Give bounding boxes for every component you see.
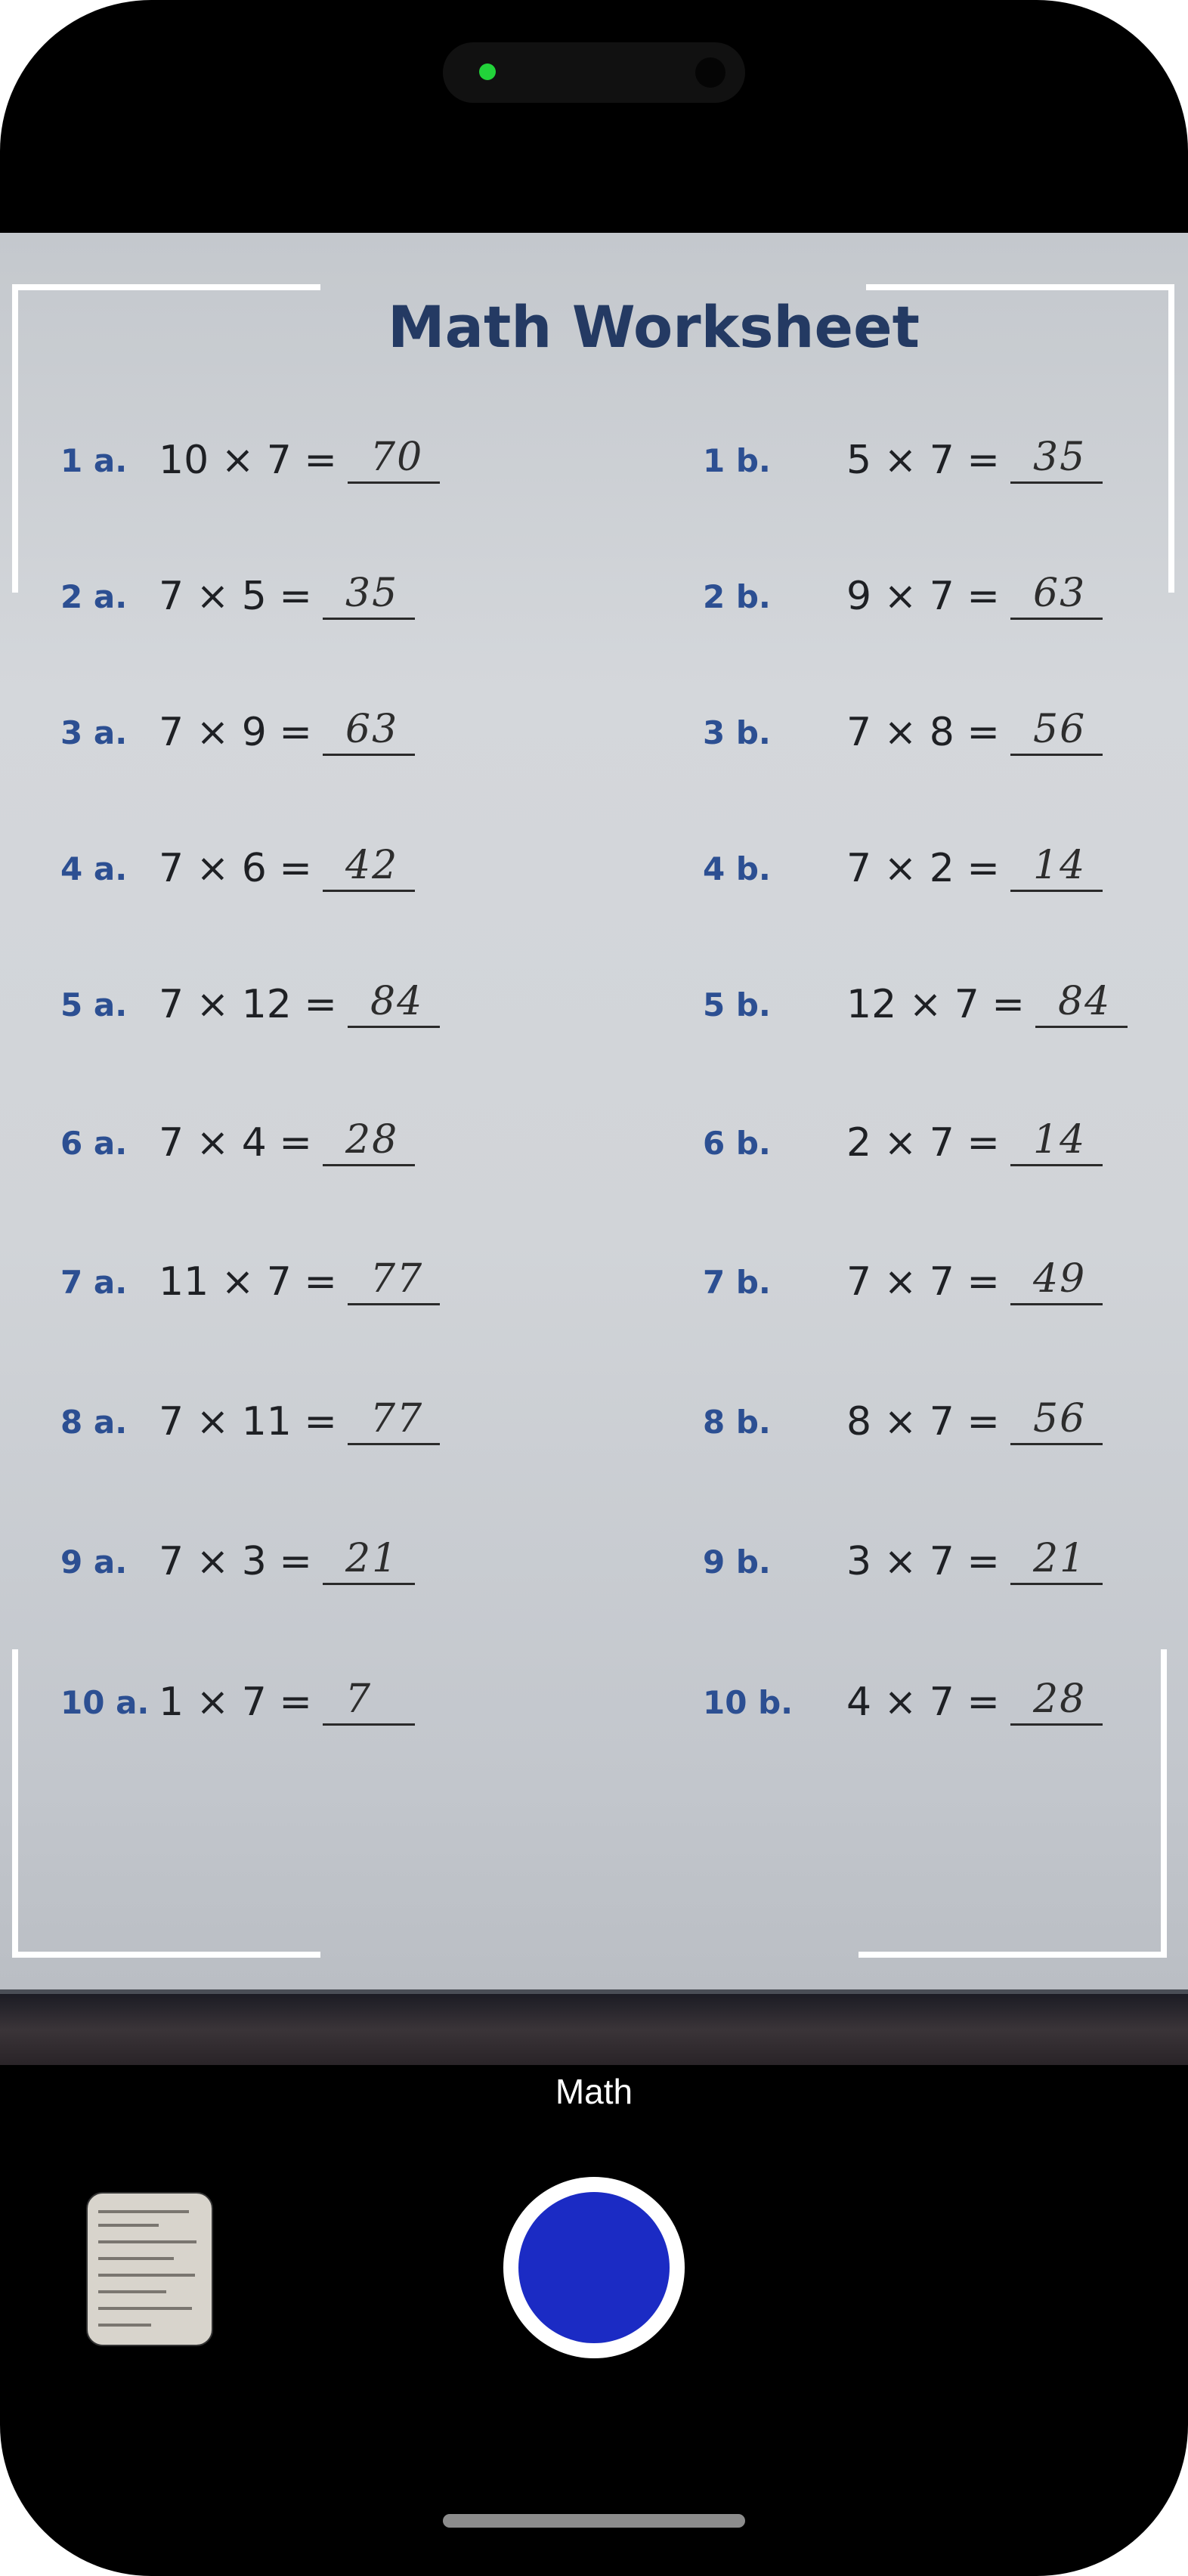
problem-label: 5 a.	[60, 986, 128, 1023]
problem-expression: 12 × 7 =	[846, 982, 1025, 1027]
problem-expression: 1 × 7 =	[159, 1680, 312, 1725]
problem-expression: 7 × 4 =	[159, 1120, 312, 1166]
answer-blank	[1010, 1395, 1103, 1445]
thumbnail-content	[98, 2324, 151, 2327]
problem-expression: 7 × 11 =	[159, 1399, 337, 1444]
shutter-button-icon[interactable]	[518, 2192, 670, 2343]
problem-expression: 4 × 7 =	[846, 1680, 1000, 1725]
answer-blank	[1010, 841, 1103, 892]
problem-expression: 7 × 8 =	[846, 710, 1000, 755]
handwritten-answer: 84	[370, 979, 424, 1024]
problem-label: 10 b.	[703, 1684, 794, 1721]
thumbnail-content	[98, 2257, 174, 2260]
problem-label: 3 a.	[60, 714, 128, 751]
problem-label: 2 b.	[703, 578, 771, 615]
problem-label: 4 a.	[60, 850, 128, 887]
problem-label: 9 a.	[60, 1543, 128, 1581]
camera-active-indicator-icon	[479, 63, 496, 80]
handwritten-answer: 21	[345, 1536, 399, 1581]
problem-expression: 7 × 5 =	[159, 574, 312, 619]
thumbnail-content	[98, 2274, 195, 2277]
problem-item	[0, 1534, 1188, 1602]
problem-item	[0, 1255, 1188, 1323]
handwritten-answer: 7	[345, 1677, 373, 1722]
problem-label: 7 a.	[60, 1264, 128, 1301]
shutter-button[interactable]	[503, 2177, 685, 2358]
last-photo-thumbnail[interactable]	[86, 2192, 213, 2346]
thumbnail-content	[98, 2240, 196, 2243]
handwritten-answer: 63	[345, 707, 399, 752]
problem-item	[0, 705, 1188, 773]
problem-expression: 7 × 6 =	[159, 846, 312, 891]
problem-expression: 5 × 7 =	[846, 438, 1000, 483]
handwritten-answer: 28	[1033, 1677, 1087, 1722]
problem-label: 6 a.	[60, 1125, 128, 1162]
handwritten-answer: 70	[370, 435, 424, 480]
answer-blank	[1010, 1255, 1103, 1305]
handwritten-answer: 56	[1033, 707, 1087, 752]
problem-expression: 2 × 7 =	[846, 1120, 1000, 1166]
scan-frame-corner-bottom-left	[12, 1649, 320, 1958]
worksheet-title: Math Worksheet	[388, 293, 920, 361]
problem-label: 10 a.	[60, 1684, 150, 1721]
problem-label: 8 b.	[703, 1404, 771, 1441]
problem-expression: 7 × 2 =	[846, 846, 1000, 891]
problem-label: 2 a.	[60, 578, 128, 615]
problem-label: 7 b.	[703, 1264, 771, 1301]
problem-label: 8 a.	[60, 1404, 128, 1441]
handwritten-answer: 56	[1033, 1396, 1087, 1441]
problem-label: 1 b.	[703, 442, 771, 479]
problem-expression: 10 × 7 =	[159, 438, 337, 483]
thumbnail-content	[98, 2290, 166, 2293]
desk-surface	[0, 1989, 1188, 2065]
problem-item	[0, 1116, 1188, 1184]
camera-mode-label[interactable]: Math	[555, 2072, 633, 2111]
handwritten-answer: 77	[370, 1256, 424, 1302]
problem-expression: 7 × 12 =	[159, 982, 337, 1027]
handwritten-answer: 14	[1033, 1117, 1087, 1163]
dynamic-island	[443, 42, 745, 103]
front-camera-lens-icon	[695, 57, 725, 88]
problem-item	[0, 1395, 1188, 1463]
problem-label: 5 b.	[703, 986, 771, 1023]
problem-expression: 7 × 7 =	[846, 1259, 1000, 1305]
problem-label: 4 b.	[703, 850, 771, 887]
scan-frame-corner-bottom-right	[859, 1649, 1167, 1958]
problem-label: 9 b.	[703, 1543, 771, 1581]
handwritten-answer: 77	[370, 1396, 424, 1441]
answer-blank	[1010, 705, 1103, 756]
problem-label: 6 b.	[703, 1125, 771, 1162]
problem-expression: 3 × 7 =	[846, 1539, 1000, 1584]
handwritten-answer: 35	[345, 571, 399, 616]
handwritten-answer: 35	[1033, 435, 1087, 480]
thumbnail-content	[98, 2307, 192, 2310]
camera-viewfinder[interactable]	[0, 233, 1188, 2065]
thumbnail-content	[98, 2210, 189, 2213]
handwritten-answer: 21	[1033, 1536, 1087, 1581]
handwritten-answer: 63	[1033, 571, 1087, 616]
handwritten-answer: 28	[345, 1117, 399, 1163]
scan-frame-corner-top-left	[12, 284, 320, 593]
answer-blank	[1010, 1534, 1103, 1585]
home-indicator[interactable]	[443, 2514, 745, 2528]
handwritten-answer: 84	[1058, 979, 1112, 1024]
problem-expression: 7 × 9 =	[159, 710, 312, 755]
problem-item	[0, 977, 1188, 1045]
problem-label: 1 a.	[60, 442, 128, 479]
handwritten-answer: 42	[345, 843, 399, 888]
problem-item	[0, 841, 1188, 909]
thumbnail-content	[98, 2224, 159, 2227]
answer-blank	[1035, 977, 1128, 1028]
problem-label: 3 b.	[703, 714, 771, 751]
answer-blank	[1010, 1116, 1103, 1166]
problem-expression: 11 × 7 =	[159, 1259, 337, 1305]
handwritten-answer: 49	[1033, 1256, 1087, 1302]
problem-expression: 9 × 7 =	[846, 574, 1000, 619]
problem-expression: 7 × 3 =	[159, 1539, 312, 1584]
problem-expression: 8 × 7 =	[846, 1399, 1000, 1444]
scan-frame-corner-top-right	[866, 284, 1174, 593]
handwritten-answer: 14	[1033, 843, 1087, 888]
